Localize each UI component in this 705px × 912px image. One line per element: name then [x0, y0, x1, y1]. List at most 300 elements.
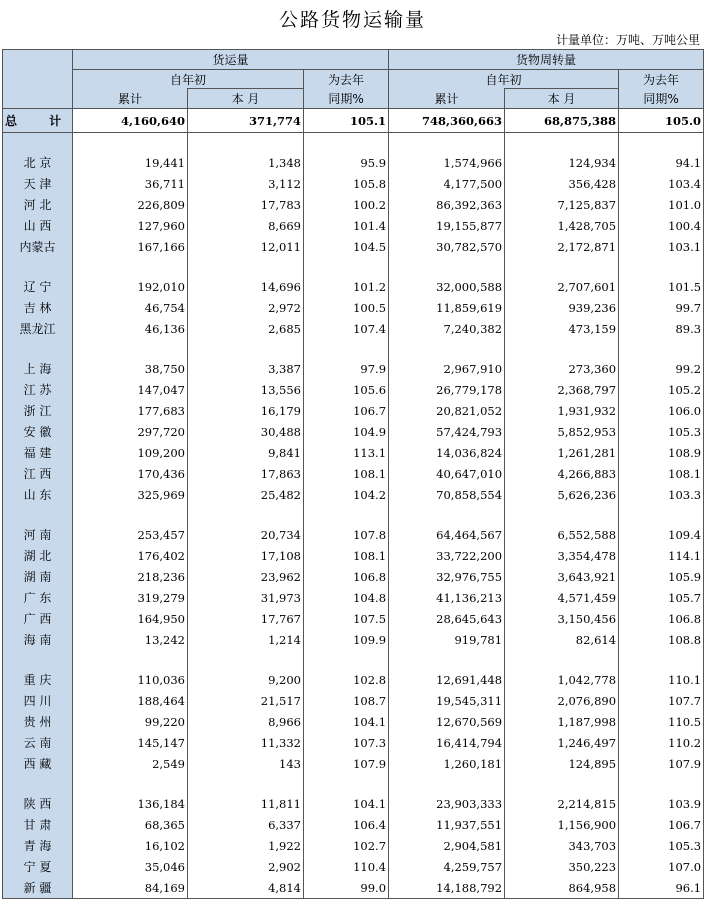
header-this-month-1: 本 月 — [188, 89, 304, 109]
turnover-ytd-cell: 23,903,333 — [389, 793, 505, 814]
group-spacer — [3, 650, 704, 669]
spacer-cell — [304, 133, 389, 153]
table-row — [3, 629, 704, 650]
volume-yoy-cell: 104.2 — [304, 484, 389, 505]
table-row — [3, 484, 704, 505]
total-volume-ytd: 4,160,640 — [73, 109, 188, 133]
spacer-cell — [73, 505, 188, 524]
province-name: 四 川 — [3, 690, 73, 711]
table-row — [3, 318, 704, 339]
province-name: 安 徽 — [3, 421, 73, 442]
province-name: 新 疆 — [3, 877, 73, 899]
volume-ytd-cell: 46,136 — [73, 318, 188, 339]
spacer-cell — [389, 133, 505, 153]
turnover-yoy-cell: 99.2 — [619, 358, 704, 379]
volume-yoy-cell: 110.4 — [304, 856, 389, 877]
turnover-ytd-cell: 14,188,792 — [389, 877, 505, 899]
volume-month-cell: 21,517 — [188, 690, 304, 711]
table-row — [3, 814, 704, 835]
volume-yoy-cell: 104.8 — [304, 587, 389, 608]
turnover-month-cell: 2,214,815 — [505, 793, 619, 814]
spacer-cell — [389, 339, 505, 358]
turnover-ytd-cell: 2,967,910 — [389, 358, 505, 379]
volume-month-cell: 3,112 — [188, 173, 304, 194]
turnover-ytd-cell: 7,240,382 — [389, 318, 505, 339]
turnover-month-cell: 1,246,497 — [505, 732, 619, 753]
turnover-ytd-cell: 919,781 — [389, 629, 505, 650]
volume-yoy-cell: 106.7 — [304, 400, 389, 421]
turnover-ytd-cell: 41,136,213 — [389, 587, 505, 608]
turnover-ytd-cell: 11,937,551 — [389, 814, 505, 835]
spacer-cell — [3, 339, 73, 358]
volume-yoy-cell: 105.6 — [304, 379, 389, 400]
volume-month-cell: 17,108 — [188, 545, 304, 566]
spacer-cell — [3, 133, 73, 153]
turnover-ytd-cell: 57,424,793 — [389, 421, 505, 442]
turnover-yoy-cell: 103.1 — [619, 236, 704, 257]
province-name: 福 建 — [3, 442, 73, 463]
volume-yoy-cell: 102.7 — [304, 835, 389, 856]
volume-ytd-cell: 170,436 — [73, 463, 188, 484]
turnover-yoy-cell: 107.7 — [619, 690, 704, 711]
turnover-ytd-cell: 86,392,363 — [389, 194, 505, 215]
unit-note: 计量单位：万吨、万吨公里 — [555, 33, 700, 47]
turnover-yoy-cell: 101.0 — [619, 194, 704, 215]
turnover-ytd-cell: 19,545,311 — [389, 690, 505, 711]
turnover-month-cell: 273,360 — [505, 358, 619, 379]
province-name: 浙 江 — [3, 400, 73, 421]
volume-month-cell: 13,556 — [188, 379, 304, 400]
volume-month-cell: 8,966 — [188, 711, 304, 732]
volume-month-cell: 20,734 — [188, 524, 304, 545]
volume-month-cell: 31,973 — [188, 587, 304, 608]
table-row — [3, 711, 704, 732]
turnover-ytd-cell: 33,722,200 — [389, 545, 505, 566]
table-header — [3, 50, 704, 109]
province-name: 西 藏 — [3, 753, 73, 774]
volume-ytd-cell: 145,147 — [73, 732, 188, 753]
spacer-cell — [619, 257, 704, 276]
table-body — [3, 109, 704, 899]
volume-yoy-cell: 107.3 — [304, 732, 389, 753]
turnover-month-cell: 343,703 — [505, 835, 619, 856]
province-name: 山 西 — [3, 215, 73, 236]
turnover-ytd-cell: 4,259,757 — [389, 856, 505, 877]
volume-ytd-cell: 127,960 — [73, 215, 188, 236]
province-name: 重 庆 — [3, 669, 73, 690]
turnover-ytd-cell: 70,858,554 — [389, 484, 505, 505]
spacer-cell — [304, 774, 389, 793]
turnover-month-cell: 2,368,797 — [505, 379, 619, 400]
volume-ytd-cell: 253,457 — [73, 524, 188, 545]
table-row — [3, 545, 704, 566]
volume-yoy-cell: 109.9 — [304, 629, 389, 650]
spacer-cell — [505, 257, 619, 276]
table-row — [3, 173, 704, 194]
spacer-cell — [619, 133, 704, 153]
turnover-ytd-cell: 30,782,570 — [389, 236, 505, 257]
volume-month-cell: 8,669 — [188, 215, 304, 236]
spacer-cell — [505, 505, 619, 524]
header-yoy-2-line2: 同期% — [619, 89, 704, 109]
volume-month-cell: 30,488 — [188, 421, 304, 442]
table-row — [3, 524, 704, 545]
volume-month-cell: 2,972 — [188, 297, 304, 318]
turnover-ytd-cell: 32,000,588 — [389, 276, 505, 297]
turnover-month-cell: 939,236 — [505, 297, 619, 318]
turnover-yoy-cell: 96.1 — [619, 877, 704, 899]
province-name: 江 苏 — [3, 379, 73, 400]
spacer-cell — [619, 774, 704, 793]
spacer-cell — [73, 774, 188, 793]
volume-ytd-cell: 325,969 — [73, 484, 188, 505]
province-name: 河 北 — [3, 194, 73, 215]
turnover-yoy-cell: 105.3 — [619, 421, 704, 442]
turnover-ytd-cell: 1,260,181 — [389, 753, 505, 774]
turnover-yoy-cell: 108.8 — [619, 629, 704, 650]
volume-ytd-cell: 36,711 — [73, 173, 188, 194]
province-name: 云 南 — [3, 732, 73, 753]
table-row — [3, 379, 704, 400]
turnover-yoy-cell: 103.9 — [619, 793, 704, 814]
turnover-ytd-cell: 14,036,824 — [389, 442, 505, 463]
volume-yoy-cell: 99.0 — [304, 877, 389, 899]
province-name: 内蒙古 — [3, 236, 73, 257]
spacer-cell — [3, 774, 73, 793]
province-name: 甘 肃 — [3, 814, 73, 835]
volume-yoy-cell: 107.5 — [304, 608, 389, 629]
volume-month-cell: 1,348 — [188, 152, 304, 173]
turnover-yoy-cell: 110.1 — [619, 669, 704, 690]
spacer-cell — [73, 133, 188, 153]
turnover-month-cell: 124,895 — [505, 753, 619, 774]
volume-month-cell: 17,863 — [188, 463, 304, 484]
volume-yoy-cell: 97.9 — [304, 358, 389, 379]
volume-month-cell: 1,214 — [188, 629, 304, 650]
volume-yoy-cell: 101.2 — [304, 276, 389, 297]
turnover-ytd-cell: 2,904,581 — [389, 835, 505, 856]
table-row — [3, 297, 704, 318]
table-row — [3, 587, 704, 608]
volume-ytd-cell: 35,046 — [73, 856, 188, 877]
group-spacer — [3, 133, 704, 153]
volume-month-cell: 3,387 — [188, 358, 304, 379]
turnover-yoy-cell: 105.7 — [619, 587, 704, 608]
turnover-month-cell: 3,150,456 — [505, 608, 619, 629]
turnover-month-cell: 4,571,459 — [505, 587, 619, 608]
volume-ytd-cell: 46,754 — [73, 297, 188, 318]
spacer-cell — [73, 339, 188, 358]
total-turnover-month: 68,875,388 — [505, 109, 619, 133]
turnover-yoy-cell: 106.8 — [619, 608, 704, 629]
spacer-cell — [505, 339, 619, 358]
spacer-cell — [3, 650, 73, 669]
spacer-cell — [3, 505, 73, 524]
turnover-yoy-cell: 109.4 — [619, 524, 704, 545]
table-row — [3, 608, 704, 629]
table-row — [3, 194, 704, 215]
turnover-ytd-cell: 32,976,755 — [389, 566, 505, 587]
turnover-yoy-cell: 89.3 — [619, 318, 704, 339]
volume-month-cell: 12,011 — [188, 236, 304, 257]
header-cumulative-1: 累计 — [73, 89, 188, 109]
volume-ytd-cell: 110,036 — [73, 669, 188, 690]
turnover-yoy-cell: 114.1 — [619, 545, 704, 566]
volume-yoy-cell: 106.8 — [304, 566, 389, 587]
volume-ytd-cell: 136,184 — [73, 793, 188, 814]
volume-month-cell: 25,482 — [188, 484, 304, 505]
spacer-cell — [505, 650, 619, 669]
turnover-yoy-cell: 94.1 — [619, 152, 704, 173]
volume-month-cell: 16,179 — [188, 400, 304, 421]
table-row — [3, 856, 704, 877]
volume-month-cell: 9,841 — [188, 442, 304, 463]
header-freight-volume: 货运量 — [73, 50, 389, 70]
turnover-ytd-cell: 12,691,448 — [389, 669, 505, 690]
volume-ytd-cell: 176,402 — [73, 545, 188, 566]
volume-ytd-cell: 68,365 — [73, 814, 188, 835]
turnover-yoy-cell: 103.3 — [619, 484, 704, 505]
province-name: 辽 宁 — [3, 276, 73, 297]
volume-month-cell: 14,696 — [188, 276, 304, 297]
province-name: 贵 州 — [3, 711, 73, 732]
volume-month-cell: 4,814 — [188, 877, 304, 899]
spacer-cell — [389, 650, 505, 669]
volume-yoy-cell: 104.1 — [304, 711, 389, 732]
spacer-cell — [188, 774, 304, 793]
total-row — [3, 109, 704, 133]
turnover-yoy-cell: 105.3 — [619, 835, 704, 856]
turnover-yoy-cell: 108.9 — [619, 442, 704, 463]
total-turnover-ytd: 748,360,663 — [389, 109, 505, 133]
spacer-cell — [505, 133, 619, 153]
volume-ytd-cell: 19,441 — [73, 152, 188, 173]
volume-ytd-cell: 2,549 — [73, 753, 188, 774]
spacer-cell — [619, 505, 704, 524]
volume-month-cell: 1,922 — [188, 835, 304, 856]
header-ytd-2: 自年初 — [389, 70, 619, 89]
volume-ytd-cell: 84,169 — [73, 877, 188, 899]
province-name: 湖 北 — [3, 545, 73, 566]
province-name: 陕 西 — [3, 793, 73, 814]
spacer-cell — [188, 505, 304, 524]
spacer-cell — [389, 257, 505, 276]
province-name: 湖 南 — [3, 566, 73, 587]
table-row — [3, 276, 704, 297]
table-row — [3, 152, 704, 173]
volume-ytd-cell: 109,200 — [73, 442, 188, 463]
volume-yoy-cell: 108.1 — [304, 545, 389, 566]
spacer-cell — [619, 650, 704, 669]
volume-yoy-cell: 107.9 — [304, 753, 389, 774]
header-yoy-1-line1: 为去年 — [304, 70, 389, 89]
volume-ytd-cell: 147,047 — [73, 379, 188, 400]
province-name: 北 京 — [3, 152, 73, 173]
province-name: 广 东 — [3, 587, 73, 608]
turnover-month-cell: 1,187,998 — [505, 711, 619, 732]
volume-ytd-cell: 99,220 — [73, 711, 188, 732]
turnover-month-cell: 6,552,588 — [505, 524, 619, 545]
turnover-month-cell: 82,614 — [505, 629, 619, 650]
turnover-ytd-cell: 26,779,178 — [389, 379, 505, 400]
turnover-yoy-cell: 99.7 — [619, 297, 704, 318]
turnover-yoy-cell: 110.2 — [619, 732, 704, 753]
total-volume-month: 371,774 — [188, 109, 304, 133]
volume-month-cell: 2,685 — [188, 318, 304, 339]
volume-yoy-cell: 104.1 — [304, 793, 389, 814]
turnover-month-cell: 5,626,236 — [505, 484, 619, 505]
group-spacer — [3, 505, 704, 524]
volume-ytd-cell: 218,236 — [73, 566, 188, 587]
volume-ytd-cell: 188,464 — [73, 690, 188, 711]
table-row — [3, 732, 704, 753]
table-row — [3, 877, 704, 899]
volume-ytd-cell: 16,102 — [73, 835, 188, 856]
volume-month-cell: 23,962 — [188, 566, 304, 587]
turnover-yoy-cell: 100.4 — [619, 215, 704, 236]
group-spacer — [3, 339, 704, 358]
table-row — [3, 236, 704, 257]
table-row — [3, 753, 704, 774]
turnover-month-cell: 2,076,890 — [505, 690, 619, 711]
province-name: 上 海 — [3, 358, 73, 379]
volume-yoy-cell: 101.4 — [304, 215, 389, 236]
table-row — [3, 463, 704, 484]
corner-cell — [3, 50, 73, 109]
volume-yoy-cell: 106.4 — [304, 814, 389, 835]
spacer-cell — [304, 650, 389, 669]
volume-yoy-cell: 113.1 — [304, 442, 389, 463]
volume-month-cell: 6,337 — [188, 814, 304, 835]
spacer-cell — [389, 505, 505, 524]
table-row — [3, 793, 704, 814]
turnover-month-cell: 1,156,900 — [505, 814, 619, 835]
spacer-cell — [304, 339, 389, 358]
turnover-yoy-cell: 105.9 — [619, 566, 704, 587]
freight-table — [2, 49, 704, 899]
table-row — [3, 566, 704, 587]
province-name: 江 西 — [3, 463, 73, 484]
table-row — [3, 690, 704, 711]
volume-yoy-cell: 104.9 — [304, 421, 389, 442]
total-volume-yoy: 105.1 — [304, 109, 389, 133]
table-row — [3, 835, 704, 856]
turnover-ytd-cell: 11,859,619 — [389, 297, 505, 318]
province-name: 天 津 — [3, 173, 73, 194]
volume-yoy-cell: 105.8 — [304, 173, 389, 194]
turnover-month-cell: 350,223 — [505, 856, 619, 877]
volume-month-cell: 11,332 — [188, 732, 304, 753]
header-this-month-2: 本 月 — [505, 89, 619, 109]
province-name: 山 东 — [3, 484, 73, 505]
spacer-cell — [304, 505, 389, 524]
volume-yoy-cell: 108.7 — [304, 690, 389, 711]
page-title: 公路货物运输量 — [278, 9, 426, 31]
spacer-cell — [188, 650, 304, 669]
turnover-month-cell: 1,261,281 — [505, 442, 619, 463]
turnover-yoy-cell: 107.0 — [619, 856, 704, 877]
turnover-month-cell: 5,852,953 — [505, 421, 619, 442]
spacer-cell — [188, 133, 304, 153]
turnover-yoy-cell: 106.0 — [619, 400, 704, 421]
spacer-cell — [188, 257, 304, 276]
turnover-ytd-cell: 20,821,052 — [389, 400, 505, 421]
header-ytd-1: 自年初 — [73, 70, 304, 89]
turnover-yoy-cell: 106.7 — [619, 814, 704, 835]
turnover-ytd-cell: 40,647,010 — [389, 463, 505, 484]
turnover-month-cell: 1,931,932 — [505, 400, 619, 421]
volume-ytd-cell: 297,720 — [73, 421, 188, 442]
turnover-month-cell: 473,159 — [505, 318, 619, 339]
volume-yoy-cell: 108.1 — [304, 463, 389, 484]
turnover-month-cell: 2,707,601 — [505, 276, 619, 297]
volume-ytd-cell: 38,750 — [73, 358, 188, 379]
province-name: 广 西 — [3, 608, 73, 629]
group-spacer — [3, 257, 704, 276]
total-turnover-yoy: 105.0 — [619, 109, 704, 133]
volume-ytd-cell: 319,279 — [73, 587, 188, 608]
turnover-month-cell: 3,643,921 — [505, 566, 619, 587]
volume-yoy-cell: 102.8 — [304, 669, 389, 690]
total-label: 总 计 — [3, 109, 73, 133]
turnover-month-cell: 7,125,837 — [505, 194, 619, 215]
volume-month-cell: 2,902 — [188, 856, 304, 877]
turnover-month-cell: 124,934 — [505, 152, 619, 173]
header-yoy-2-line1: 为去年 — [619, 70, 704, 89]
turnover-ytd-cell: 12,670,569 — [389, 711, 505, 732]
table-row — [3, 215, 704, 236]
table-row — [3, 358, 704, 379]
spacer-cell — [619, 339, 704, 358]
spacer-cell — [73, 257, 188, 276]
header-yoy-1-line2: 同期% — [304, 89, 389, 109]
header-cumulative-2: 累计 — [389, 89, 505, 109]
turnover-yoy-cell: 107.9 — [619, 753, 704, 774]
volume-month-cell: 17,767 — [188, 608, 304, 629]
turnover-ytd-cell: 19,155,877 — [389, 215, 505, 236]
volume-month-cell: 9,200 — [188, 669, 304, 690]
spacer-cell — [505, 774, 619, 793]
turnover-yoy-cell: 108.1 — [619, 463, 704, 484]
turnover-yoy-cell: 101.5 — [619, 276, 704, 297]
volume-ytd-cell: 13,242 — [73, 629, 188, 650]
table-row — [3, 669, 704, 690]
province-name: 河 南 — [3, 524, 73, 545]
turnover-month-cell: 1,428,705 — [505, 215, 619, 236]
header-turnover: 货物周转量 — [389, 50, 704, 70]
turnover-ytd-cell: 4,177,500 — [389, 173, 505, 194]
province-name: 海 南 — [3, 629, 73, 650]
volume-month-cell: 143 — [188, 753, 304, 774]
spacer-cell — [389, 774, 505, 793]
turnover-yoy-cell: 103.4 — [619, 173, 704, 194]
spacer-cell — [73, 650, 188, 669]
province-name: 黑龙江 — [3, 318, 73, 339]
turnover-ytd-cell: 16,414,794 — [389, 732, 505, 753]
turnover-month-cell: 864,958 — [505, 877, 619, 899]
volume-ytd-cell: 192,010 — [73, 276, 188, 297]
volume-ytd-cell: 226,809 — [73, 194, 188, 215]
turnover-ytd-cell: 1,574,966 — [389, 152, 505, 173]
volume-yoy-cell: 104.5 — [304, 236, 389, 257]
spacer-cell — [3, 257, 73, 276]
province-name: 青 海 — [3, 835, 73, 856]
turnover-yoy-cell: 110.5 — [619, 711, 704, 732]
group-spacer — [3, 774, 704, 793]
turnover-month-cell: 2,172,871 — [505, 236, 619, 257]
volume-ytd-cell: 167,166 — [73, 236, 188, 257]
turnover-month-cell: 1,042,778 — [505, 669, 619, 690]
